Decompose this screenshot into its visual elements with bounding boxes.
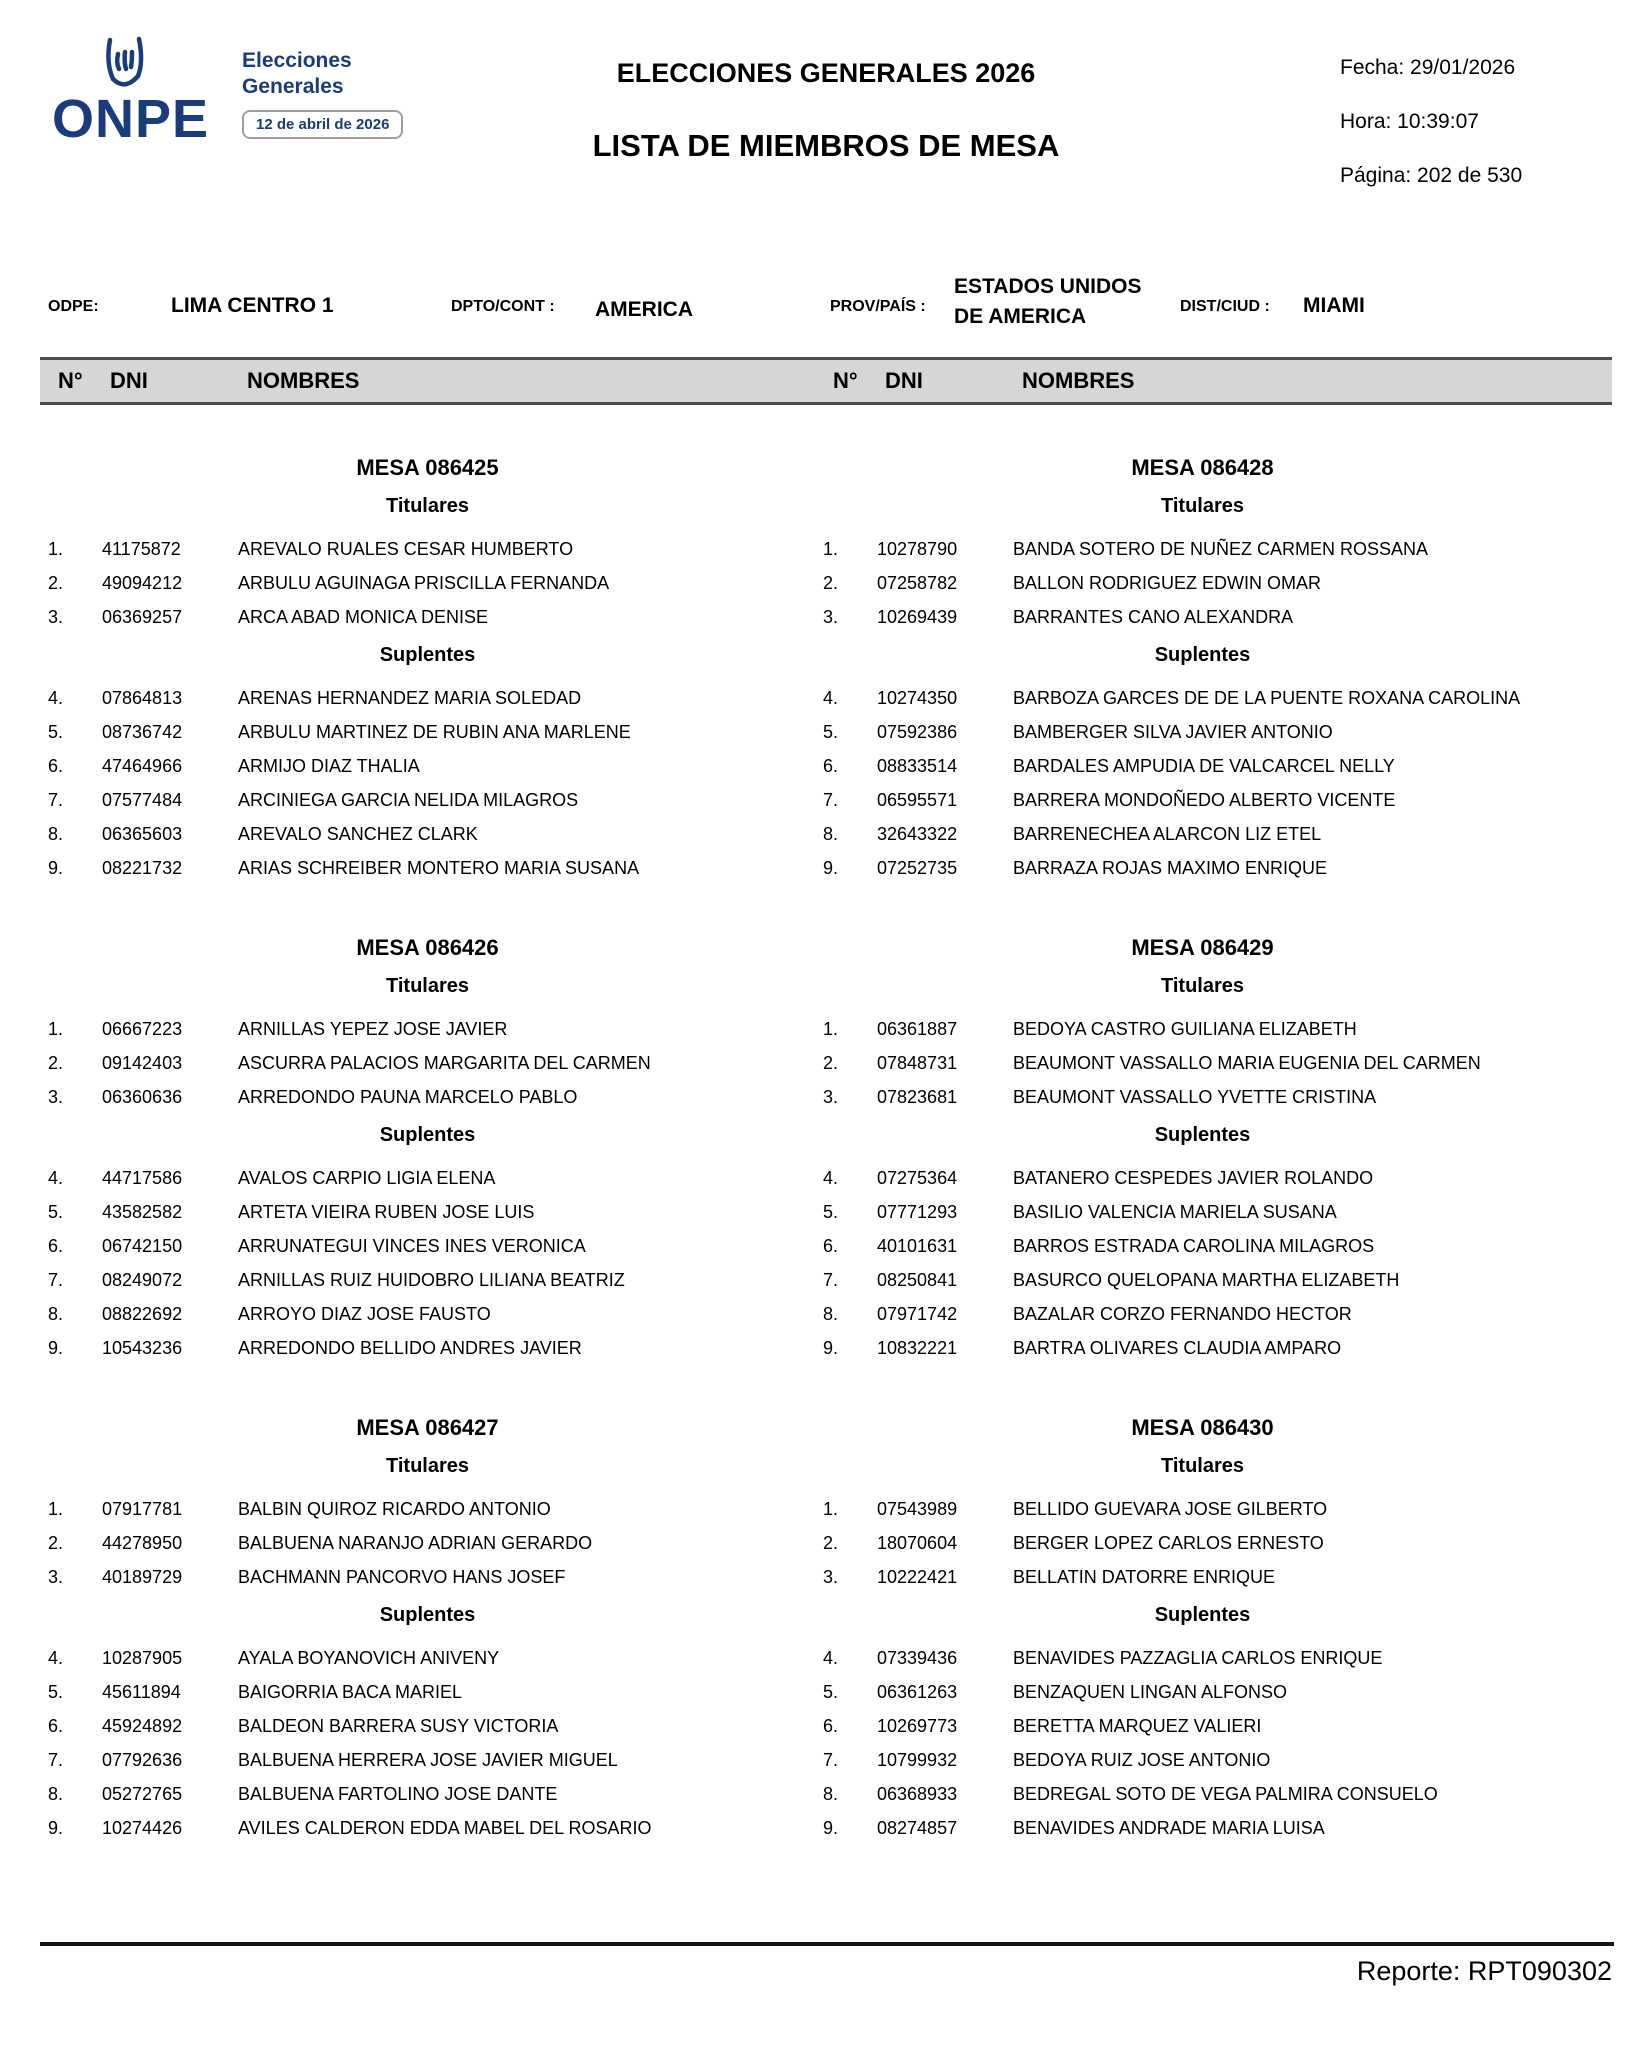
member-row xyxy=(40,1709,815,1743)
dpto-cont-value: AMERICA xyxy=(595,298,693,321)
member-number: 5. xyxy=(823,1681,839,1702)
member-number: 2. xyxy=(48,572,64,593)
member-row xyxy=(40,1331,815,1365)
member-dni: 08249072 xyxy=(102,1269,183,1290)
member-dni: 10269439 xyxy=(877,606,958,627)
fecha-text: Fecha: 29/01/2026 xyxy=(1340,56,1516,79)
member-row xyxy=(40,600,815,634)
member-row xyxy=(815,749,1590,783)
member-dni: 43582582 xyxy=(102,1201,183,1222)
member-dni: 07792636 xyxy=(102,1749,183,1770)
member-name: ARCA ABAD MONICA DENISE xyxy=(238,606,489,627)
member-number: 8. xyxy=(48,1783,64,1804)
section-title-titulares: Titulares xyxy=(1161,495,1244,517)
member-dni: 10287905 xyxy=(102,1647,183,1668)
member-name: BARDALES AMPUDIA DE VALCARCEL NELLY xyxy=(1013,755,1395,776)
member-name: ARNILLAS RUIZ HUIDOBRO LILIANA BEATRIZ xyxy=(238,1269,625,1290)
mesa-title: MESA 086430 xyxy=(1131,1415,1274,1440)
member-dni: 07864813 xyxy=(102,687,183,708)
member-dni: 08822692 xyxy=(102,1303,183,1324)
member-name: ARNILLAS YEPEZ JOSE JAVIER xyxy=(238,1018,508,1039)
odpe-label: ODPE: xyxy=(48,298,99,315)
member-name: ARMIJO DIAZ THALIA xyxy=(238,755,420,776)
member-row xyxy=(815,1526,1590,1560)
member-row xyxy=(815,1046,1590,1080)
member-row xyxy=(40,1080,815,1114)
member-number: 2. xyxy=(823,572,839,593)
member-dni: 07592386 xyxy=(877,721,958,742)
member-number: 8. xyxy=(823,1303,839,1324)
mesa-block xyxy=(815,455,1590,885)
member-dni: 10799932 xyxy=(877,1749,958,1770)
member-dni: 06360636 xyxy=(102,1086,183,1107)
report-id: Reporte: RPT090302 xyxy=(1356,1956,1612,1986)
section-title-suplentes: Suplentes xyxy=(379,644,476,666)
member-dni: 07771293 xyxy=(877,1201,958,1222)
member-row xyxy=(40,1046,815,1080)
right-column xyxy=(815,405,1590,1845)
member-number: 5. xyxy=(823,721,839,742)
member-row xyxy=(815,1675,1590,1709)
member-name: BARBOZA GARCES DE DE LA PUENTE ROXANA CAROLINA xyxy=(1013,687,1521,708)
member-row xyxy=(815,817,1590,851)
member-row xyxy=(40,1641,815,1675)
member-name: BALDEON BARRERA SUSY VICTORIA xyxy=(238,1715,559,1736)
mesa-columns xyxy=(40,405,1612,1845)
member-name: AREVALO SANCHEZ CLARK xyxy=(238,823,478,844)
member-name: BARROS ESTRADA CAROLINA MILAGROS xyxy=(1013,1235,1375,1256)
member-dni: 07917781 xyxy=(102,1498,183,1519)
member-name: ARENAS HERNANDEZ MARIA SOLEDAD xyxy=(238,687,582,708)
member-row xyxy=(815,1195,1590,1229)
member-dni: 45924892 xyxy=(102,1715,183,1736)
member-number: 6. xyxy=(48,1235,64,1256)
member-dni: 06369257 xyxy=(102,606,183,627)
member-number: 4. xyxy=(48,1647,64,1668)
member-number: 8. xyxy=(48,1303,64,1324)
member-name: BARRENECHEA ALARCON LIZ ETEL xyxy=(1013,823,1322,844)
member-name: BARRANTES CANO ALEXANDRA xyxy=(1013,606,1294,627)
member-dni: 08274857 xyxy=(877,1817,958,1838)
hora-text: Hora: 10:39:07 xyxy=(1340,110,1479,133)
member-number: 1. xyxy=(48,1498,64,1519)
member-number: 4. xyxy=(823,1647,839,1668)
member-number: 8. xyxy=(823,823,839,844)
member-number: 2. xyxy=(823,1052,839,1073)
member-row xyxy=(815,1297,1590,1331)
mesa-title: MESA 086425 xyxy=(356,455,499,480)
member-number: 9. xyxy=(48,857,64,878)
member-row xyxy=(40,1492,815,1526)
member-name: BEAUMONT VASSALLO YVETTE CRISTINA xyxy=(1013,1086,1377,1107)
member-row xyxy=(40,1777,815,1811)
member-number: 6. xyxy=(823,1715,839,1736)
member-name: BERETTA MARQUEZ VALIERI xyxy=(1013,1715,1262,1736)
member-number: 3. xyxy=(48,1566,64,1587)
member-dni: 10543236 xyxy=(102,1337,183,1358)
member-name: AVILES CALDERON EDDA MABEL DEL ROSARIO xyxy=(238,1817,652,1838)
mesa-title: MESA 086428 xyxy=(1131,455,1274,480)
member-row xyxy=(40,1263,815,1297)
member-name: BARRERA MONDOÑEDO ALBERTO VICENTE xyxy=(1013,789,1396,810)
member-number: 8. xyxy=(823,1783,839,1804)
member-number: 9. xyxy=(823,1337,839,1358)
member-dni: 10269773 xyxy=(877,1715,958,1736)
member-name: BAZALAR CORZO FERNANDO HECTOR xyxy=(1013,1303,1352,1324)
member-row xyxy=(40,817,815,851)
member-dni: 08221732 xyxy=(102,857,183,878)
col-header-dni: DNI xyxy=(885,368,923,393)
member-row xyxy=(40,1195,815,1229)
member-row xyxy=(815,1263,1590,1297)
member-name: AYALA BOYANOVICH ANIVENY xyxy=(238,1647,500,1668)
member-name: AVALOS CARPIO LIGIA ELENA xyxy=(238,1167,496,1188)
member-dni: 10274350 xyxy=(877,687,958,708)
member-number: 1. xyxy=(823,538,839,559)
member-row xyxy=(815,715,1590,749)
member-name: BENAVIDES PAZZAGLIA CARLOS ENRIQUE xyxy=(1013,1647,1383,1668)
section-title-suplentes: Suplentes xyxy=(1154,644,1251,666)
dist-ciud-label: DIST/CIUD : xyxy=(1180,298,1270,315)
member-row xyxy=(40,1811,815,1845)
page-subtitle: LISTA DE MIEMBROS DE MESA xyxy=(592,128,1060,163)
member-dni: 08736742 xyxy=(102,721,183,742)
member-number: 6. xyxy=(823,755,839,776)
member-row xyxy=(815,1331,1590,1365)
member-name: BASURCO QUELOPANA MARTHA ELIZABETH xyxy=(1013,1269,1400,1290)
col-header-nombres: NOMBRES xyxy=(1022,368,1135,393)
member-row xyxy=(40,783,815,817)
member-number: 9. xyxy=(48,1337,64,1358)
member-number: 7. xyxy=(48,1749,64,1770)
member-number: 3. xyxy=(823,1086,839,1107)
member-dni: 32643322 xyxy=(877,823,958,844)
mesa-block xyxy=(40,455,815,885)
member-row xyxy=(40,1297,815,1331)
member-row xyxy=(815,681,1590,715)
member-dni: 07577484 xyxy=(102,789,183,810)
table-header-bar xyxy=(40,357,1612,405)
tagline-line2: Generales xyxy=(242,75,344,98)
mesa-block xyxy=(40,1415,815,1845)
section-title-suplentes: Suplentes xyxy=(1154,1124,1251,1146)
member-dni: 06361263 xyxy=(877,1681,958,1702)
member-row xyxy=(815,566,1590,600)
member-name: BERGER LOPEZ CARLOS ERNESTO xyxy=(1013,1532,1324,1553)
member-number: 9. xyxy=(823,857,839,878)
member-row xyxy=(815,1080,1590,1114)
member-row xyxy=(40,532,815,566)
member-dni: 47464966 xyxy=(102,755,183,776)
member-dni: 06368933 xyxy=(877,1783,958,1804)
member-row xyxy=(40,749,815,783)
member-name: ARIAS SCHREIBER MONTERO MARIA SUSANA xyxy=(238,857,640,878)
col-header-num: N° xyxy=(833,368,858,393)
member-name: BANDA SOTERO DE NUÑEZ CARMEN ROSSANA xyxy=(1013,538,1429,559)
member-row xyxy=(815,1811,1590,1845)
member-dni: 44717586 xyxy=(102,1167,183,1188)
member-number: 3. xyxy=(48,1086,64,1107)
member-name: BENZAQUEN LINGAN ALFONSO xyxy=(1013,1681,1288,1702)
member-row xyxy=(40,1560,815,1594)
member-name: AREVALO RUALES CESAR HUMBERTO xyxy=(238,538,574,559)
left-column xyxy=(40,405,815,1845)
dpto-cont-label: DPTO/CONT : xyxy=(451,298,555,315)
member-row xyxy=(815,532,1590,566)
member-number: 7. xyxy=(823,1269,839,1290)
member-row xyxy=(815,1560,1590,1594)
member-number: 1. xyxy=(823,1018,839,1039)
member-name: BELLATIN DATORRE ENRIQUE xyxy=(1013,1566,1276,1587)
member-row xyxy=(815,600,1590,634)
member-number: 2. xyxy=(48,1532,64,1553)
member-number: 6. xyxy=(823,1235,839,1256)
member-number: 6. xyxy=(48,1715,64,1736)
member-dni: 40101631 xyxy=(877,1235,958,1256)
member-dni: 45611894 xyxy=(102,1681,181,1702)
member-number: 2. xyxy=(48,1052,64,1073)
member-dni: 08250841 xyxy=(877,1269,958,1290)
member-number: 1. xyxy=(48,1018,64,1039)
member-dni: 07339436 xyxy=(877,1647,958,1668)
member-name: BASILIO VALENCIA MARIELA SUSANA xyxy=(1013,1201,1337,1222)
dist-ciud-value: MIAMI xyxy=(1303,294,1365,317)
member-dni: 07258782 xyxy=(877,572,958,593)
member-name: BACHMANN PANCORVO HANS JOSEF xyxy=(238,1566,566,1587)
member-name: ARBULU MARTINEZ DE RUBIN ANA MARLENE xyxy=(238,721,631,742)
onpe-wordmark: ONPE xyxy=(52,89,210,149)
member-name: ARTETA VIEIRA RUBEN JOSE LUIS xyxy=(238,1201,535,1222)
prov-pais-label: PROV/PAÍS : xyxy=(830,298,926,315)
member-dni: 41175872 xyxy=(102,538,181,559)
member-dni: 07848731 xyxy=(877,1052,958,1073)
member-name: ASCURRA PALACIOS MARGARITA DEL CARMEN xyxy=(238,1052,651,1073)
member-row xyxy=(815,851,1590,885)
member-number: 4. xyxy=(48,687,64,708)
member-number: 5. xyxy=(48,1681,64,1702)
member-name: ARREDONDO PAUNA MARCELO PABLO xyxy=(238,1086,578,1107)
member-dni: 18070604 xyxy=(877,1532,958,1553)
mesa-block xyxy=(815,1415,1590,1845)
member-number: 4. xyxy=(823,687,839,708)
member-name: BEDOYA RUIZ JOSE ANTONIO xyxy=(1013,1749,1271,1770)
mesa-title: MESA 086427 xyxy=(356,1415,499,1440)
member-name: BAIGORRIA BACA MARIEL xyxy=(238,1681,463,1702)
member-number: 6. xyxy=(48,755,64,776)
member-dni: 09142403 xyxy=(102,1052,183,1073)
member-dni: 10278790 xyxy=(877,538,958,559)
member-name: ARBULU AGUINAGA PRISCILLA FERNANDA xyxy=(238,572,610,593)
member-number: 3. xyxy=(823,606,839,627)
section-title-suplentes: Suplentes xyxy=(379,1604,476,1626)
mesa-title: MESA 086426 xyxy=(356,935,499,960)
mesa-block xyxy=(40,935,815,1365)
section-title-titulares: Titulares xyxy=(1161,1455,1244,1477)
member-row xyxy=(40,1743,815,1777)
member-row xyxy=(815,1161,1590,1195)
member-dni: 07823681 xyxy=(877,1086,958,1107)
member-number: 1. xyxy=(823,1498,839,1519)
member-name: BENAVIDES ANDRADE MARIA LUISA xyxy=(1013,1817,1325,1838)
member-name: BEDOYA CASTRO GUILIANA ELIZABETH xyxy=(1013,1018,1357,1039)
member-number: 9. xyxy=(48,1817,64,1838)
col-header-num: N° xyxy=(58,368,83,393)
page-title: ELECCIONES GENERALES 2026 xyxy=(616,58,1036,88)
member-dni: 40189729 xyxy=(102,1566,183,1587)
member-name: BAMBERGER SILVA JAVIER ANTONIO xyxy=(1013,721,1333,742)
member-name: BALBUENA NARANJO ADRIAN GERARDO xyxy=(238,1532,593,1553)
member-number: 4. xyxy=(823,1167,839,1188)
member-row xyxy=(40,1675,815,1709)
member-name: BEAUMONT VASSALLO MARIA EUGENIA DEL CARMEN xyxy=(1013,1052,1481,1073)
col-header-nombres: NOMBRES xyxy=(247,368,360,393)
member-row xyxy=(815,1492,1590,1526)
member-number: 7. xyxy=(823,1749,839,1770)
section-title-suplentes: Suplentes xyxy=(379,1124,476,1146)
member-dni: 10274426 xyxy=(102,1817,183,1838)
member-number: 5. xyxy=(48,1201,64,1222)
pagina-text: Página: 202 de 530 xyxy=(1340,164,1523,187)
prov-pais-value: ESTADOS UNIDOS DE AMERICA xyxy=(954,275,1142,328)
member-row xyxy=(40,1012,815,1046)
member-dni: 08833514 xyxy=(877,755,958,776)
footer-divider xyxy=(40,1942,1614,1946)
member-dni: 06361887 xyxy=(877,1018,958,1039)
section-title-suplentes: Suplentes xyxy=(1154,1604,1251,1626)
member-number: 2. xyxy=(823,1532,839,1553)
member-dni: 49094212 xyxy=(102,572,183,593)
member-row xyxy=(815,1709,1590,1743)
member-dni: 10832221 xyxy=(877,1337,958,1358)
member-dni: 05272765 xyxy=(102,1783,183,1804)
member-row xyxy=(815,1012,1590,1046)
member-name: BALBUENA HERRERA JOSE JAVIER MIGUEL xyxy=(238,1749,618,1770)
member-number: 3. xyxy=(48,606,64,627)
member-dni: 44278950 xyxy=(102,1532,183,1553)
member-name: ARRUNATEGUI VINCES INES VERONICA xyxy=(238,1235,586,1256)
mesa-title: MESA 086429 xyxy=(1131,935,1274,960)
member-name: BEDREGAL SOTO DE VEGA PALMIRA CONSUELO xyxy=(1013,1783,1438,1804)
member-dni: 06742150 xyxy=(102,1235,183,1256)
section-title-titulares: Titulares xyxy=(386,495,469,517)
member-name: ARREDONDO BELLIDO ANDRES JAVIER xyxy=(238,1337,582,1358)
member-dni: 07275364 xyxy=(877,1167,958,1188)
member-number: 3. xyxy=(823,1566,839,1587)
member-number: 7. xyxy=(48,789,64,810)
member-dni: 07252735 xyxy=(877,857,958,878)
section-title-titulares: Titulares xyxy=(386,975,469,997)
member-number: 7. xyxy=(48,1269,64,1290)
member-dni: 06365603 xyxy=(102,823,183,844)
member-name: ARROYO DIAZ JOSE FAUSTO xyxy=(238,1303,491,1324)
member-row xyxy=(40,715,815,749)
member-name: BARRAZA ROJAS MAXIMO ENRIQUE xyxy=(1013,857,1328,878)
member-name: ARCINIEGA GARCIA NELIDA MILAGROS xyxy=(238,789,579,810)
section-title-titulares: Titulares xyxy=(386,1455,469,1477)
member-name: BALBUENA FARTOLINO JOSE DANTE xyxy=(238,1783,558,1804)
member-dni: 06667223 xyxy=(102,1018,183,1039)
member-row xyxy=(40,851,815,885)
member-number: 1. xyxy=(48,538,64,559)
member-name: BALLON RODRIGUEZ EDWIN OMAR xyxy=(1013,572,1322,593)
member-number: 7. xyxy=(823,789,839,810)
mesa-block xyxy=(815,935,1590,1365)
member-dni: 10222421 xyxy=(877,1566,958,1587)
member-row xyxy=(815,1743,1590,1777)
member-number: 8. xyxy=(48,823,64,844)
member-number: 5. xyxy=(48,721,64,742)
tagline-line1: Elecciones xyxy=(242,49,352,72)
member-number: 4. xyxy=(48,1167,64,1188)
member-number: 9. xyxy=(823,1817,839,1838)
col-header-dni: DNI xyxy=(110,368,148,393)
member-row xyxy=(40,566,815,600)
member-row xyxy=(815,783,1590,817)
member-row xyxy=(40,681,815,715)
member-name: BELLIDO GUEVARA JOSE GILBERTO xyxy=(1013,1498,1328,1519)
odpe-value: LIMA CENTRO 1 xyxy=(171,294,334,317)
member-dni: 06595571 xyxy=(877,789,958,810)
member-row xyxy=(815,1229,1590,1263)
member-name: BARTRA OLIVARES CLAUDIA AMPARO xyxy=(1013,1337,1342,1358)
member-number: 5. xyxy=(823,1201,839,1222)
section-title-titulares: Titulares xyxy=(1161,975,1244,997)
member-row xyxy=(815,1777,1590,1811)
member-name: BATANERO CESPEDES JAVIER ROLANDO xyxy=(1013,1167,1374,1188)
member-row xyxy=(40,1526,815,1560)
member-dni: 07543989 xyxy=(877,1498,958,1519)
member-row xyxy=(815,1641,1590,1675)
member-name: BALBIN QUIROZ RICARDO ANTONIO xyxy=(238,1498,551,1519)
election-date-badge: 12 de abril de 2026 xyxy=(242,110,403,139)
member-dni: 07971742 xyxy=(877,1303,958,1324)
member-row xyxy=(40,1229,815,1263)
member-row xyxy=(40,1161,815,1195)
